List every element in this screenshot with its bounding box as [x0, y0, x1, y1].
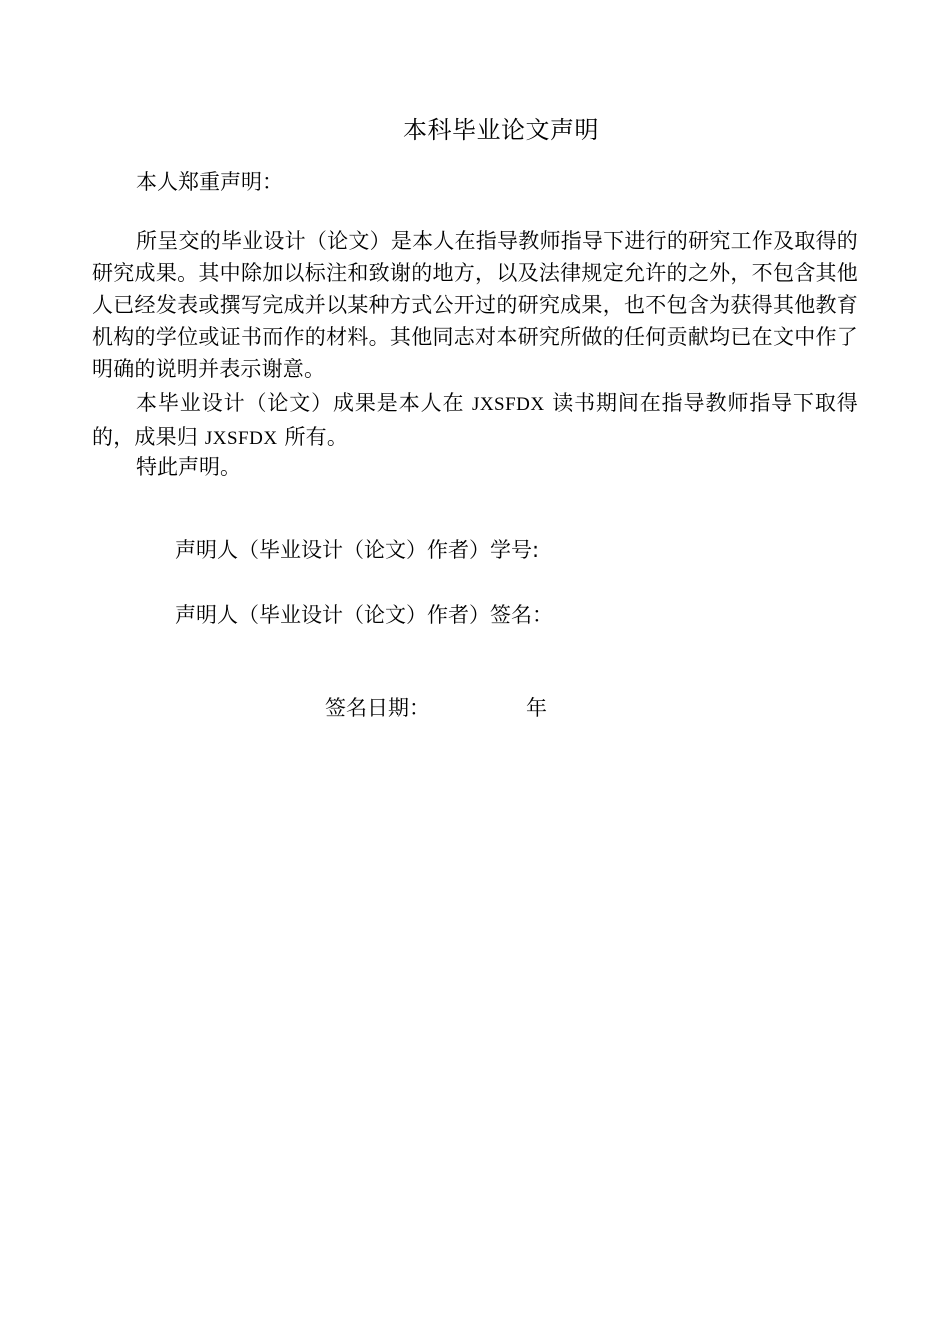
signature-year-label: 年: [526, 696, 547, 720]
salutation: 本人郑重声明：: [136, 170, 283, 194]
page-title: 本科毕业论文声明: [403, 116, 599, 144]
institution-name-1: JXSFDX: [471, 394, 545, 415]
institution-name-2: JXSFDX: [204, 428, 278, 449]
closing-statement: 特此声明。: [136, 455, 241, 479]
signature-date-label: 签名日期：: [325, 696, 430, 720]
declaration-paragraph-1: 所呈交的毕业设计（论文）是本人在指导教师指导下进行的研究工作及取得的研究成果。其中除加以标注和致谢的地方，以及法律规定允许的之外，不包含其他人已经发表或撰写完成并以某种方式公开过的研究成果，也不包含为获得其他教育机构的学位或证书而作的材料。其他同志对本研究所做的任何贡献均已在文中作了明确的说明并表示谢意。: [92, 229, 858, 381]
paragraph-2-text-c: 所有。: [277, 425, 349, 449]
declaration-paragraph-2: [92, 387, 858, 455]
signature-field: 声明人（毕业设计（论文）作者）签名：: [175, 603, 553, 627]
student-id-field: 声明人（毕业设计（论文）作者）学号:: [175, 538, 540, 562]
paragraph-2-text-a: 本毕业设计（论文）成果是本人在: [136, 391, 472, 415]
paragraph-2-text-b: 读书期间在指导教师指导下取得的，成果归: [92, 391, 858, 449]
